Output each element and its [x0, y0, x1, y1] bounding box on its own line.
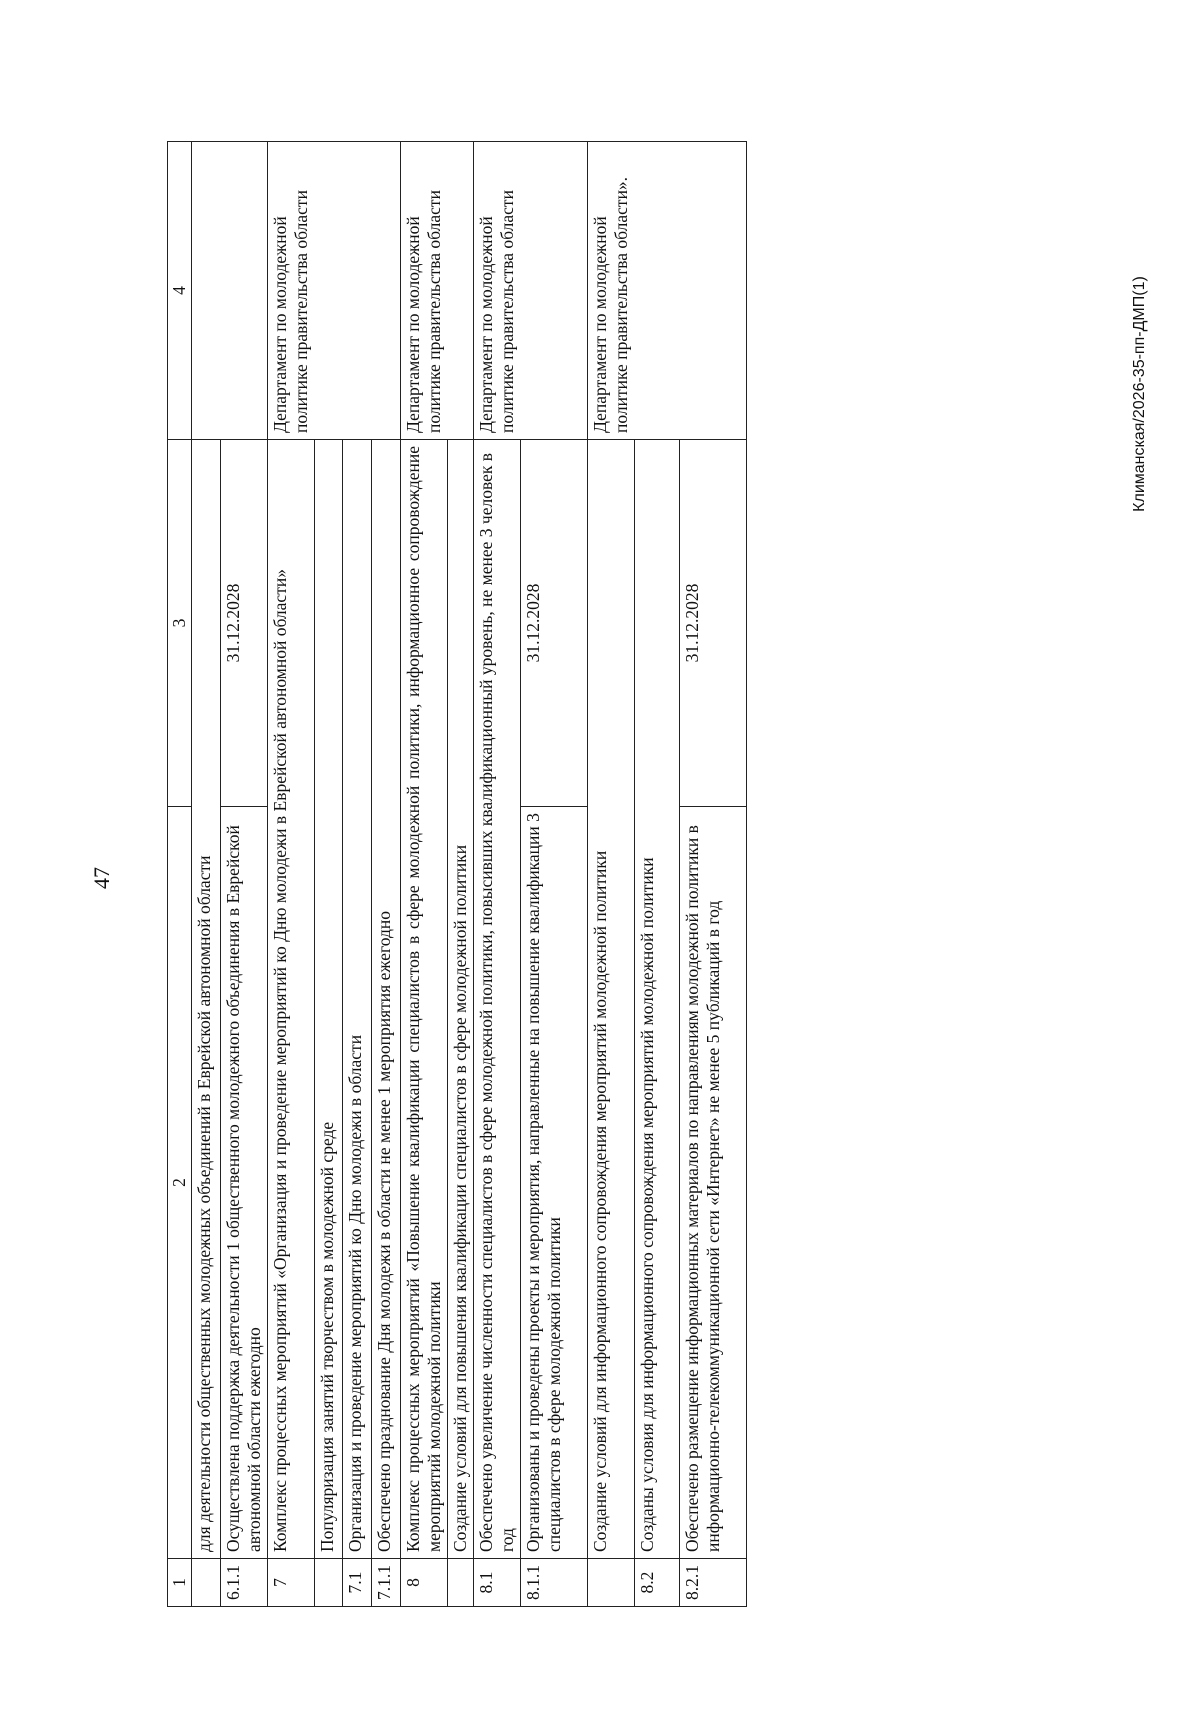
row-number: 8.2	[635, 1559, 680, 1607]
header-col-2: 2	[168, 807, 192, 1559]
row-responsible	[192, 142, 268, 440]
rotated-table-container	[167, 142, 862, 1607]
row-number: 8	[401, 1559, 448, 1607]
header-col-3: 3	[168, 440, 192, 807]
row-number	[192, 1559, 221, 1607]
row-number: 8.1.1	[521, 1559, 588, 1607]
row-text: Организация и проведение мероприятий ко Дню молодежи в области	[343, 440, 372, 1559]
page-number: 47	[89, 867, 114, 889]
row-deadline: 31.12.2028	[680, 440, 747, 807]
row-text: Создание условий для информационного сопровождения мероприятий молодежной политики	[588, 440, 635, 1559]
row-number	[588, 1559, 635, 1607]
row-text: Обеспечено увеличение численности специалистов в сфере молодежной политики, повысивших квалификационный уровень, не менее 3 человек в год	[474, 440, 521, 1559]
document-reference: Климанская/2026-35-пп-ДМП(1)	[1131, 276, 1148, 512]
row-deadline: 31.12.2028	[221, 440, 268, 807]
row-number	[315, 1559, 343, 1607]
row-responsible: Департамент по молодежной политике правительства области».	[588, 142, 747, 440]
row-responsible: Департамент по молодежной политике правительства области	[474, 142, 588, 440]
row-number: 8.1	[474, 1559, 521, 1607]
row-text: Комплекс процессных мероприятий «Повышение квалификации специалистов в сфере молодежной политики, информационное сопровождение мероприятий молодежной политики	[401, 440, 448, 1559]
row-text: Обеспечено празднование Дня молодежи в области не менее 1 мероприятия ежегодно	[372, 440, 401, 1559]
row-text: Созданы условия для информационного сопровождения мероприятий молодежной политики	[635, 440, 680, 1559]
row-text: Осуществлена поддержка деятельности 1 общественного молодежного объединения в Еврейской автономной области ежегодно	[221, 807, 268, 1559]
row-text: для деятельности общественных молодежных объединений в Еврейской автономной области	[192, 440, 221, 1559]
row-text: Организованы и проведены проекты и мероприятия, направленные на повышение квалификации 3 специалистов в сфере молодежной политики	[521, 807, 588, 1559]
row-number: 7.1.1	[372, 1559, 401, 1607]
table-row	[588, 142, 635, 1607]
row-number: 8.2.1	[680, 1559, 747, 1607]
table-row	[192, 142, 221, 1607]
row-text: Обеспечено размещение информационных материалов по направлениям молодежной политики в информационно-телекоммуникационной сети «Интернет» не менее 5 публикаций в год	[680, 807, 747, 1559]
table-row	[401, 142, 448, 1607]
row-text: Комплекс процессных мероприятий «Организация и проведение мероприятий ко Дню молодежи в Еврейской автономной области»	[268, 440, 315, 1559]
table-row	[268, 142, 315, 1607]
row-responsible: Департамент по молодежной политике правительства области	[401, 142, 474, 440]
table-row	[474, 142, 521, 1607]
row-number: 7	[268, 1559, 315, 1607]
row-responsible: Департамент по молодежной политике правительства области	[268, 142, 401, 440]
row-number	[448, 1559, 474, 1607]
measures-table	[167, 141, 747, 1607]
header-col-4: 4	[168, 142, 192, 440]
row-text: Популяризация занятий творчеством в молодежной среде	[315, 440, 343, 1559]
row-text: Создание условий для повышения квалификации специалистов в сфере молодежной политики	[448, 440, 474, 1559]
row-number: 6.1.1	[221, 1559, 268, 1607]
table-header-row	[168, 142, 192, 1607]
row-number: 7.1	[343, 1559, 372, 1607]
row-deadline: 31.12.2028	[521, 440, 588, 807]
header-col-1: 1	[168, 1559, 192, 1607]
